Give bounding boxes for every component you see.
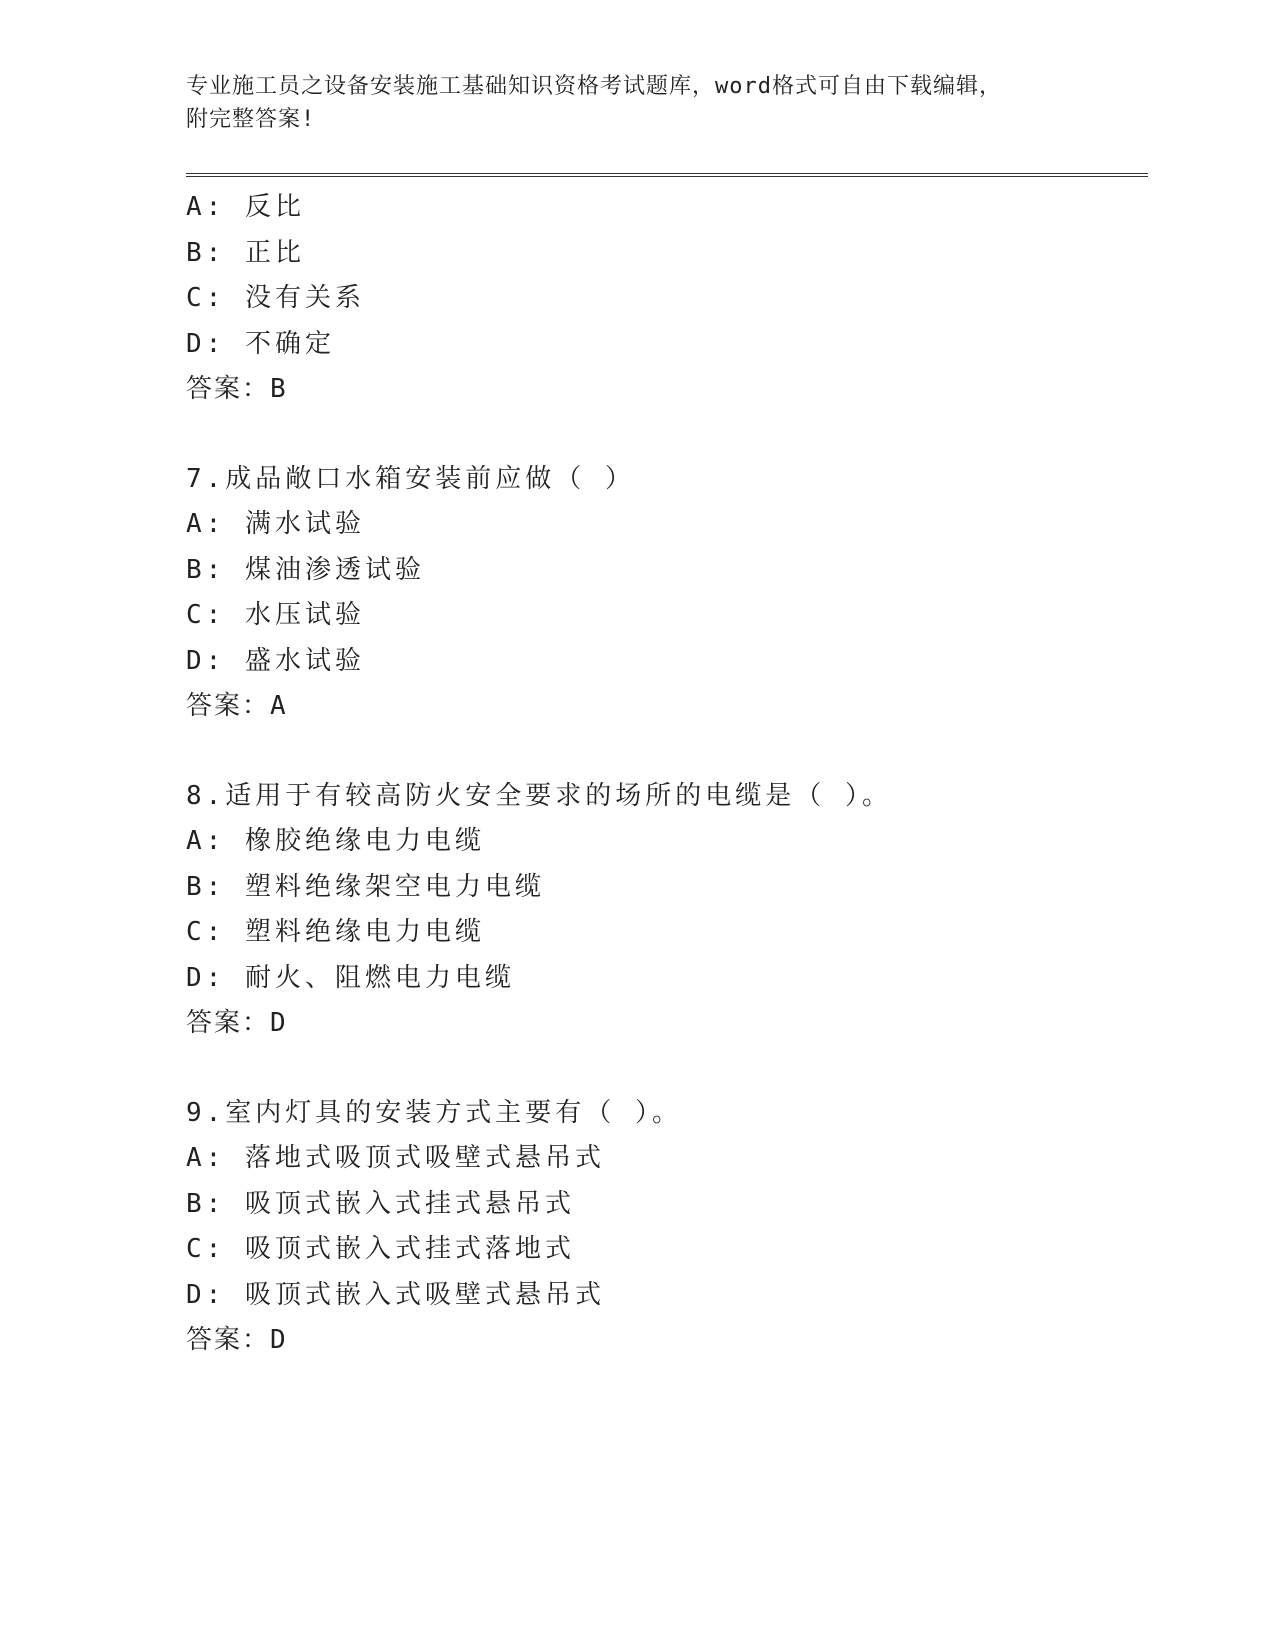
option-d: D: 盛水试验 — [186, 645, 365, 676]
question-text: 8.适用于有较高防火安全要求的场所的电缆是（ ）。 — [186, 780, 892, 811]
header-divider — [186, 173, 1148, 177]
question-block-8 — [186, 774, 1148, 1047]
option-c: C: 水压试验 — [186, 600, 365, 630]
question-block-7 — [186, 457, 1148, 730]
option-c: C: 塑料绝缘电力电缆 — [186, 917, 485, 947]
option-b: B: 吸顶式嵌入式挂式悬吊式 — [186, 1188, 575, 1219]
block-spacer — [186, 413, 1148, 457]
answer-line: 答案：A — [186, 691, 288, 721]
option-a: A: 落地式吸顶式吸壁式悬吊式 — [186, 1143, 605, 1173]
option-d: D: 耐火、阻燃电力电缆 — [186, 962, 515, 993]
question-text: 9.室内灯具的安装方式主要有（ ）。 — [186, 1097, 682, 1128]
document-header — [186, 70, 1148, 136]
answer-line: 答案：D — [186, 1008, 288, 1038]
option-b: B: 煤油渗透试验 — [186, 554, 425, 585]
answer-line: 答案：B — [186, 374, 288, 404]
option-d: D: 不确定 — [186, 328, 335, 359]
question-block-6 — [186, 185, 1148, 413]
answer-line: 答案：D — [186, 1325, 288, 1355]
header-line-2: 附完整答案! — [186, 107, 316, 132]
option-b: B: 正比 — [186, 237, 305, 268]
header-line-1: 专业施工员之设备安装施工基础知识资格考试题库，word格式可自由下载编辑， — [186, 74, 1002, 99]
option-c: C: 没有关系 — [186, 283, 365, 313]
question-block-9 — [186, 1091, 1148, 1364]
option-b: B: 塑料绝缘架空电力电缆 — [186, 871, 545, 902]
block-spacer — [186, 730, 1148, 774]
option-c: C: 吸顶式嵌入式挂式落地式 — [186, 1234, 575, 1264]
option-a: A: 满水试验 — [186, 509, 365, 539]
option-a: A: 反比 — [186, 192, 305, 222]
option-a: A: 橡胶绝缘电力电缆 — [186, 826, 485, 856]
document-page — [186, 70, 1148, 1364]
block-spacer — [186, 1047, 1148, 1091]
option-d: D: 吸顶式嵌入式吸壁式悬吊式 — [186, 1279, 605, 1310]
question-text: 7.成品敞口水箱安装前应做（ ） — [186, 463, 635, 494]
